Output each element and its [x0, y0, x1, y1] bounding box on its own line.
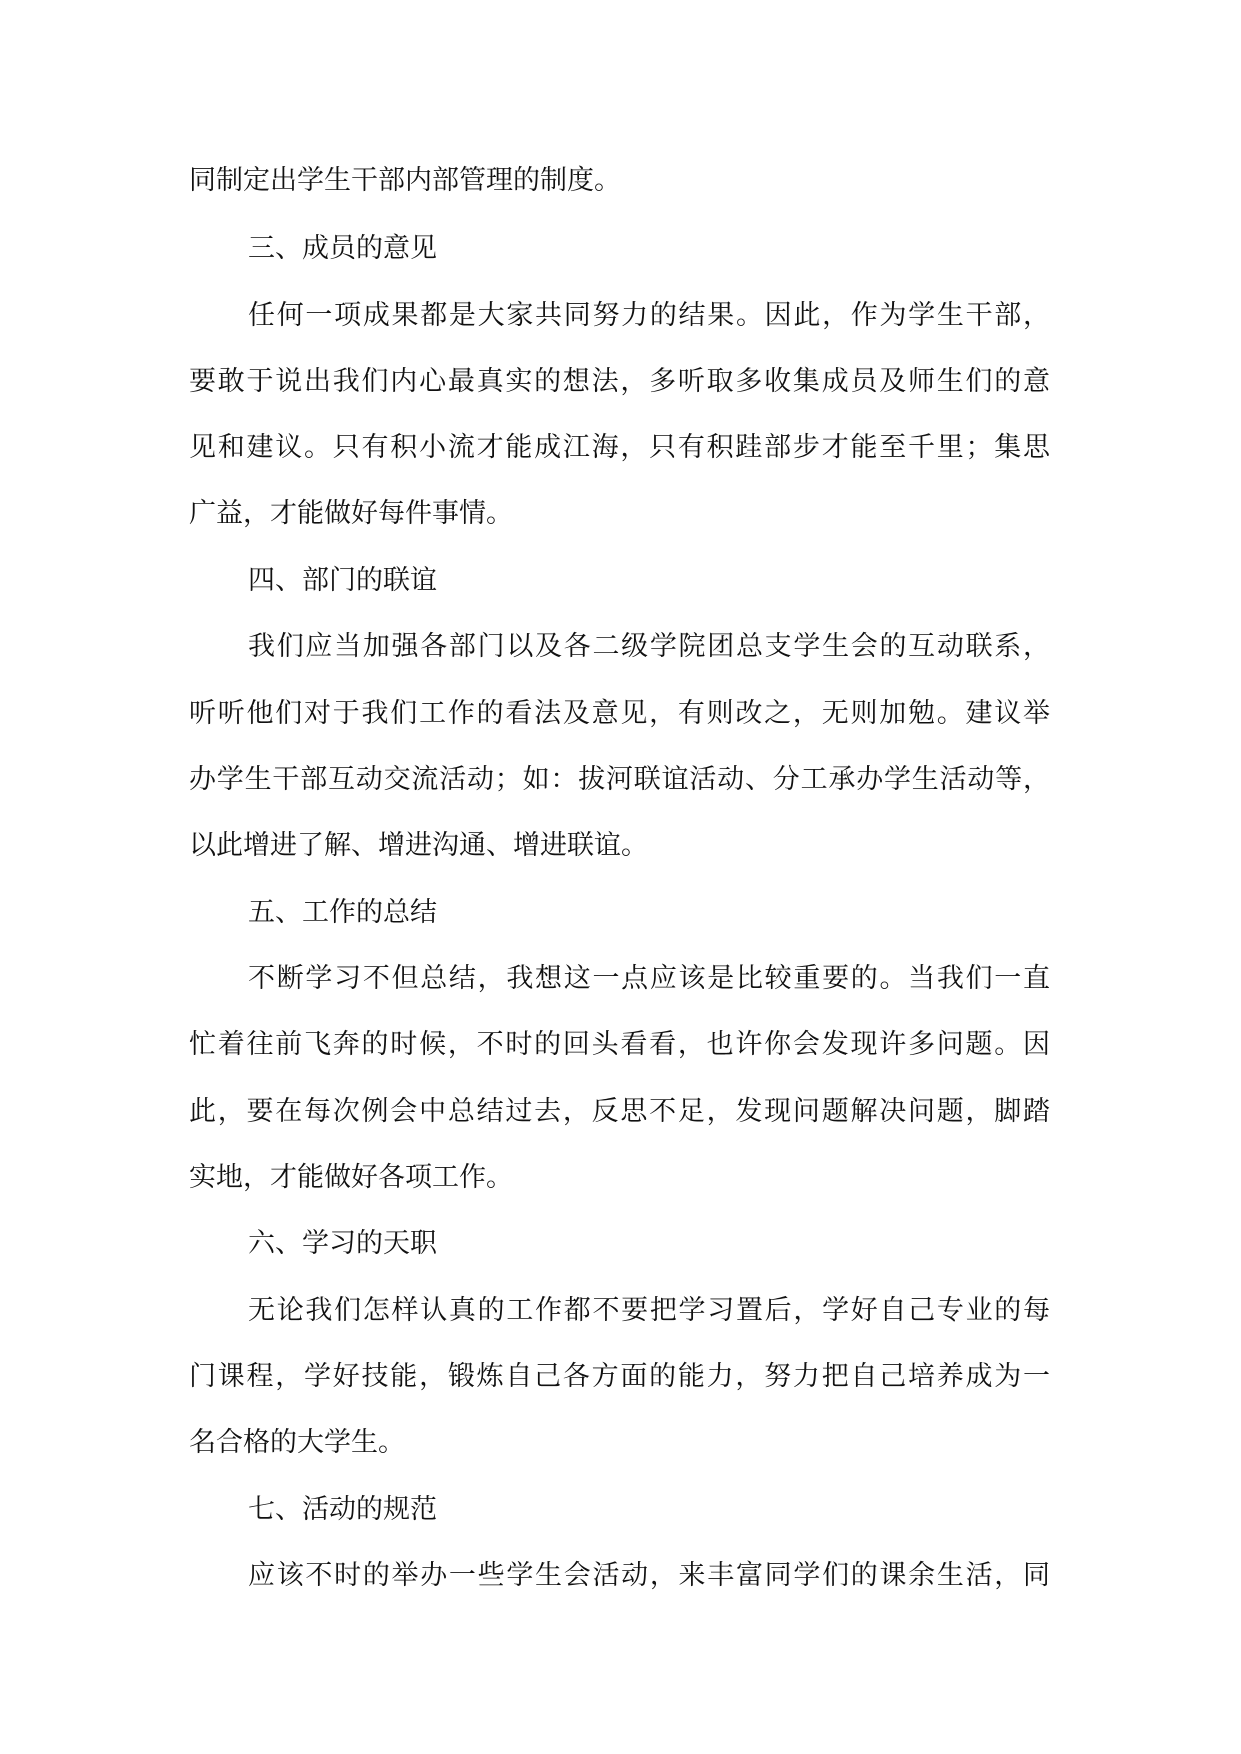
- paragraph-line: 无论我们怎样认真的工作都不要把学习置后，学好自己专业的每: [248, 1295, 1050, 1326]
- section-heading: 六、学习的天职: [248, 1228, 437, 1259]
- paragraph-line: 我们应当加强各部门以及各二级学院团总支学生会的互动联系，: [248, 631, 1050, 662]
- paragraph-line: 门课程，学好技能，锻炼自己各方面的能力，努力把自己培养成为一: [189, 1361, 1050, 1392]
- paragraph-line: 忙着往前飞奔的时候，不时的回头看看，也许你会发现许多问题。因: [189, 1029, 1050, 1060]
- paragraph-line: 要敢于说出我们内心最真实的想法，多听取多收集成员及师生们的意: [189, 366, 1050, 397]
- paragraph-line: 见和建议。只有积小流才能成江海，只有积跬部步才能至千里；集思: [189, 432, 1050, 463]
- paragraph-line: 以此增进了解、增进沟通、增进联谊。: [189, 830, 648, 861]
- paragraph-line: 任何一项成果都是大家共同努力的结果。因此，作为学生干部，: [248, 300, 1050, 331]
- paragraph-line: 实地，才能做好各项工作。: [189, 1162, 513, 1193]
- paragraph-line: 办学生干部互动交流活动；如：拔河联谊活动、分工承办学生活动等，: [189, 764, 1050, 795]
- paragraph-line: 应该不时的举办一些学生会活动，来丰富同学们的课余生活，同: [248, 1560, 1050, 1591]
- section-heading: 七、活动的规范: [248, 1494, 437, 1525]
- paragraph-line: 广益，才能做好每件事情。: [189, 498, 513, 529]
- paragraph-line: 同制定出学生干部内部管理的制度。: [189, 165, 621, 196]
- paragraph-line: 此，要在每次例会中总结过去，反思不足，发现问题解决问题，脚踏: [189, 1096, 1050, 1127]
- paragraph-line: 名合格的大学生。: [189, 1427, 405, 1458]
- section-heading: 四、部门的联谊: [248, 565, 437, 596]
- section-heading: 三、成员的意见: [248, 233, 437, 264]
- paragraph-line: 听听他们对于我们工作的看法及意见，有则改之，无则加勉。建议举: [189, 698, 1050, 729]
- paragraph-line: 不断学习不但总结，我想这一点应该是比较重要的。当我们一直: [248, 963, 1050, 994]
- section-heading: 五、工作的总结: [248, 897, 437, 928]
